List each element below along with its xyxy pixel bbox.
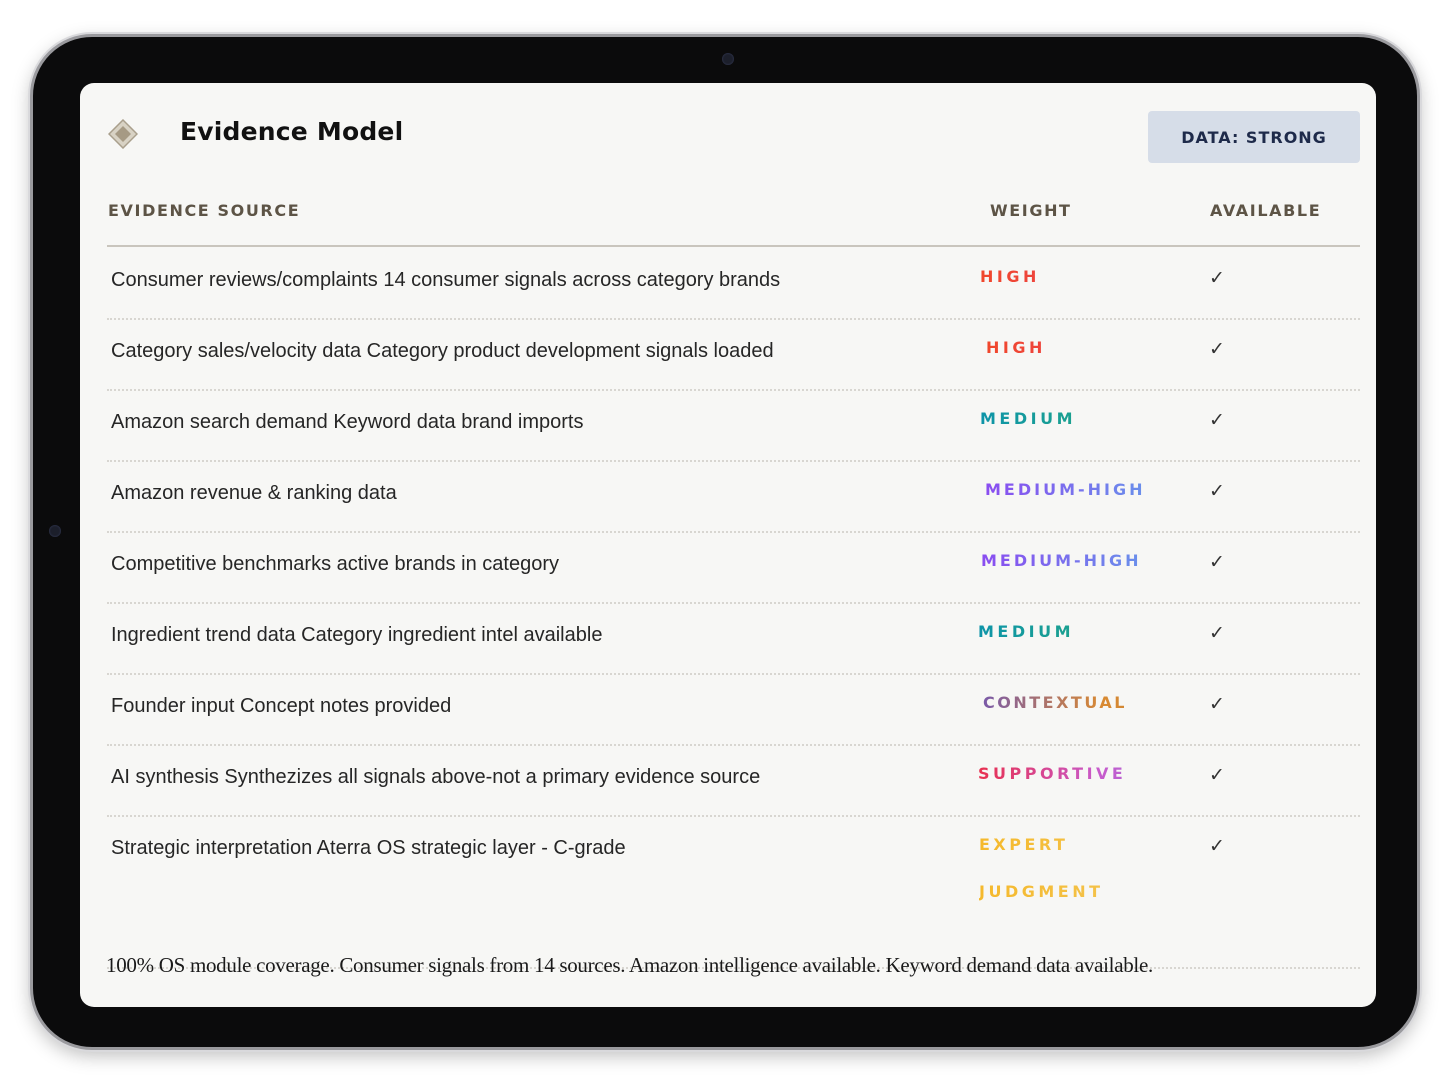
table-row	[107, 673, 1360, 746]
weight-label: MEDIUM	[980, 395, 1220, 442]
check-icon: ✓	[1209, 480, 1225, 502]
weight-label: EXPERT JUDGMENT	[979, 821, 1179, 915]
diamond-logo-icon	[108, 119, 138, 149]
table-row	[107, 602, 1360, 675]
front-camera	[722, 53, 734, 65]
check-icon: ✓	[1209, 764, 1225, 786]
table-row	[107, 815, 1360, 969]
check-icon: ✓	[1209, 551, 1225, 573]
column-header-weight: WEIGHT	[990, 201, 1072, 220]
evidence-source-label: Amazon search demand Keyword data brand imports	[111, 411, 584, 433]
evidence-source-label: Ingredient trend data Category ingredient intel available	[111, 624, 603, 646]
weight-label: MEDIUM-HIGH	[985, 466, 1225, 513]
check-icon: ✓	[1209, 622, 1225, 644]
screen	[80, 83, 1376, 1007]
evidence-source-label: AI synthesis Synthezizes all signals above-not a primary evidence source	[111, 766, 761, 788]
evidence-source-label: Strategic interpretation Aterra OS strategic layer - C-grade	[111, 837, 626, 859]
evidence-source-label: Amazon revenue & ranking data	[111, 482, 397, 504]
column-header-available: AVAILABLE	[1210, 201, 1322, 220]
evidence-source-label: Consumer reviews/complaints 14 consumer signals across category brands	[111, 269, 781, 291]
check-icon: ✓	[1209, 835, 1225, 857]
weight-label: CONTEXTUAL	[983, 679, 1223, 726]
weight-label: MEDIUM-HIGH	[981, 537, 1221, 584]
table-row	[107, 531, 1360, 604]
weight-label: HIGH	[980, 253, 1220, 300]
table-row	[107, 744, 1360, 817]
check-icon: ✓	[1209, 338, 1225, 360]
tablet-frame	[30, 34, 1420, 1050]
table-row	[107, 389, 1360, 462]
coverage-summary: 100% OS module coverage. Consumer signals from 14 sources. Amazon intelligence available. Keyword demand data available.	[106, 953, 1153, 977]
evidence-source-label: Category sales/velocity data Category product development signals loaded	[111, 340, 774, 362]
evidence-source-label: Founder input Concept notes provided	[111, 695, 452, 717]
evidence-source-label: Competitive benchmarks active brands in category	[111, 553, 559, 575]
data-strength-badge: DATA: STRONG	[1148, 111, 1360, 163]
check-icon: ✓	[1209, 267, 1225, 289]
weight-label: SUPPORTIVE	[978, 750, 1218, 797]
column-header-source: EVIDENCE SOURCE	[108, 201, 301, 220]
table-row	[107, 460, 1360, 533]
page-title: Evidence Model	[180, 117, 404, 146]
check-icon: ✓	[1209, 409, 1225, 431]
weight-label: MEDIUM	[978, 608, 1218, 655]
check-icon: ✓	[1209, 693, 1225, 715]
table-row	[107, 247, 1360, 320]
weight-label: HIGH	[986, 324, 1226, 371]
side-camera	[49, 525, 61, 537]
table-row	[107, 318, 1360, 391]
